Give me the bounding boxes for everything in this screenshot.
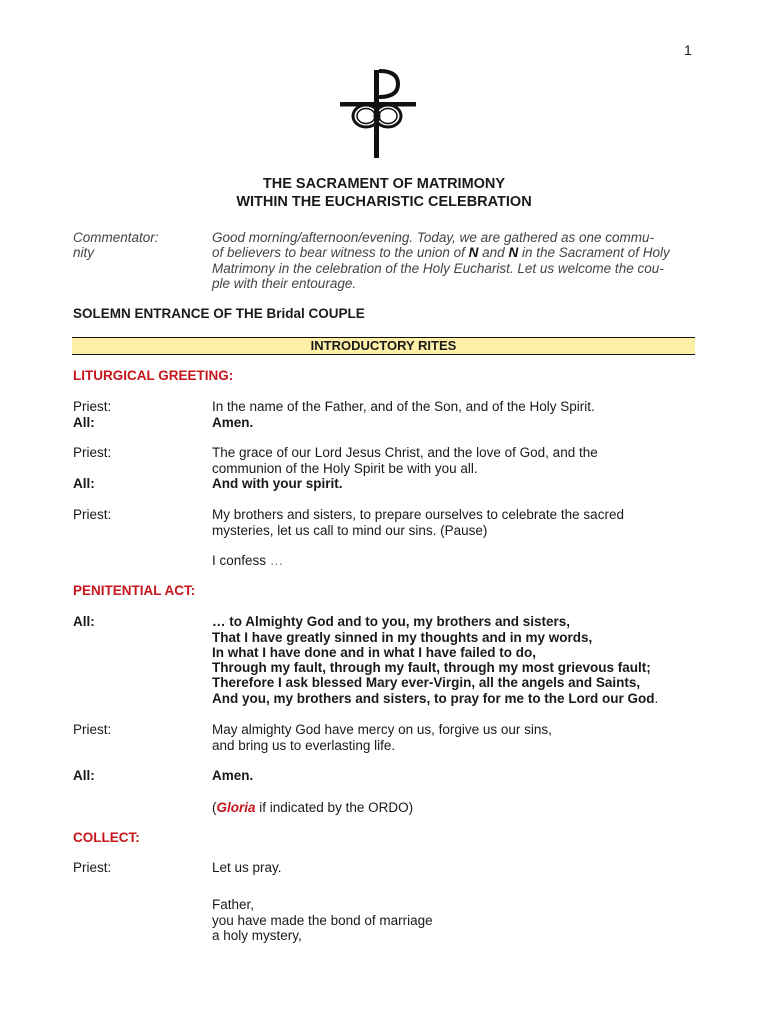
penitential-act-heading: PENITENTIAL ACT: xyxy=(73,583,196,598)
priest-label: Priest: xyxy=(73,860,112,875)
priest-label: Priest: xyxy=(73,399,112,414)
priest-text-line2: and bring us to everlasting life. xyxy=(212,738,396,753)
page-number: 1 xyxy=(684,42,692,58)
commentator-line1: Good morning/afternoon/evening. Today, we are gathered as one commu- xyxy=(212,230,655,245)
priest-text-line1: My brothers and sisters, to prepare ourselves to celebrate the sacred xyxy=(212,507,624,522)
commentator-line3: Matrimony in the celebration of the Holy Eucharist. Let us welcome the cou- xyxy=(212,261,664,276)
commentator-line4: ple with their entourage. xyxy=(212,276,357,291)
priest-label: Priest: xyxy=(73,507,112,522)
all-response: Amen. xyxy=(212,768,254,783)
all-label: All: xyxy=(73,415,95,430)
collect-line: Father, xyxy=(212,897,255,912)
confiteor-line: That I have greatly sinned in my thoughts and in my words, xyxy=(212,630,593,645)
all-label: All: xyxy=(73,768,95,783)
liturgical-greeting-heading: LITURGICAL GREETING: xyxy=(73,368,234,383)
gloria-note: (Gloria if indicated by the ORDO) xyxy=(212,800,414,815)
commentator-label-cont: nity xyxy=(73,245,95,260)
commentator-label: Commentator: xyxy=(73,230,159,245)
all-response: And with your spirit. xyxy=(212,476,343,491)
priest-text-line2: communion of the Holy Spirit be with you all. xyxy=(212,461,478,476)
priest-text-line2: mysteries, let us call to mind our sins. (Pause) xyxy=(212,523,488,538)
commentator-line2: of believers to bear witness to the union of N and N in the Sacrament of Holy xyxy=(212,245,670,260)
solemn-entrance-heading: SOLEMN ENTRANCE OF THE Bridal COUPLE xyxy=(73,306,365,321)
priest-text-line1: The grace of our Lord Jesus Christ, and the love of God, and the xyxy=(212,445,598,460)
confiteor-line: Therefore I ask blessed Mary ever-Virgin, all the angels and Saints, xyxy=(212,675,641,690)
all-response: Amen. xyxy=(212,415,254,430)
confiteor-line: Through my fault, through my fault, through my most grievous fault; xyxy=(212,660,651,675)
collect-line: you have made the bond of marriage xyxy=(212,913,433,928)
all-label: All: xyxy=(73,476,95,491)
priest-label: Priest: xyxy=(73,445,112,460)
priest-text: In the name of the Father, and of the Son, and of the Holy Spirit. xyxy=(212,399,595,414)
priest-text-line1: May almighty God have mercy on us, forgive us our sins, xyxy=(212,722,552,737)
confiteor-line: And you, my brothers and sisters, to pray for me to the Lord our God. xyxy=(212,691,659,706)
priest-text: Let us pray. xyxy=(212,860,282,875)
all-label: All: xyxy=(73,614,95,629)
document-title-line1: THE SACRAMENT OF MATRIMONY xyxy=(262,176,506,192)
confiteor-line: … to Almighty God and to you, my brothers and sisters, xyxy=(212,614,571,629)
document-title-line2: WITHIN THE EUCHARISTIC CELEBRATION xyxy=(236,194,532,210)
priest-label: Priest: xyxy=(73,722,112,737)
collect-line: a holy mystery, xyxy=(212,928,302,943)
chi-rho-rings-logo xyxy=(336,66,420,162)
collect-heading: COLLECT: xyxy=(73,830,140,845)
introductory-rites-banner: INTRODUCTORY RITES xyxy=(72,337,695,355)
confiteor-line: In what I have done and in what I have failed to do, xyxy=(212,645,537,660)
i-confess-text: I confess … xyxy=(212,553,284,568)
